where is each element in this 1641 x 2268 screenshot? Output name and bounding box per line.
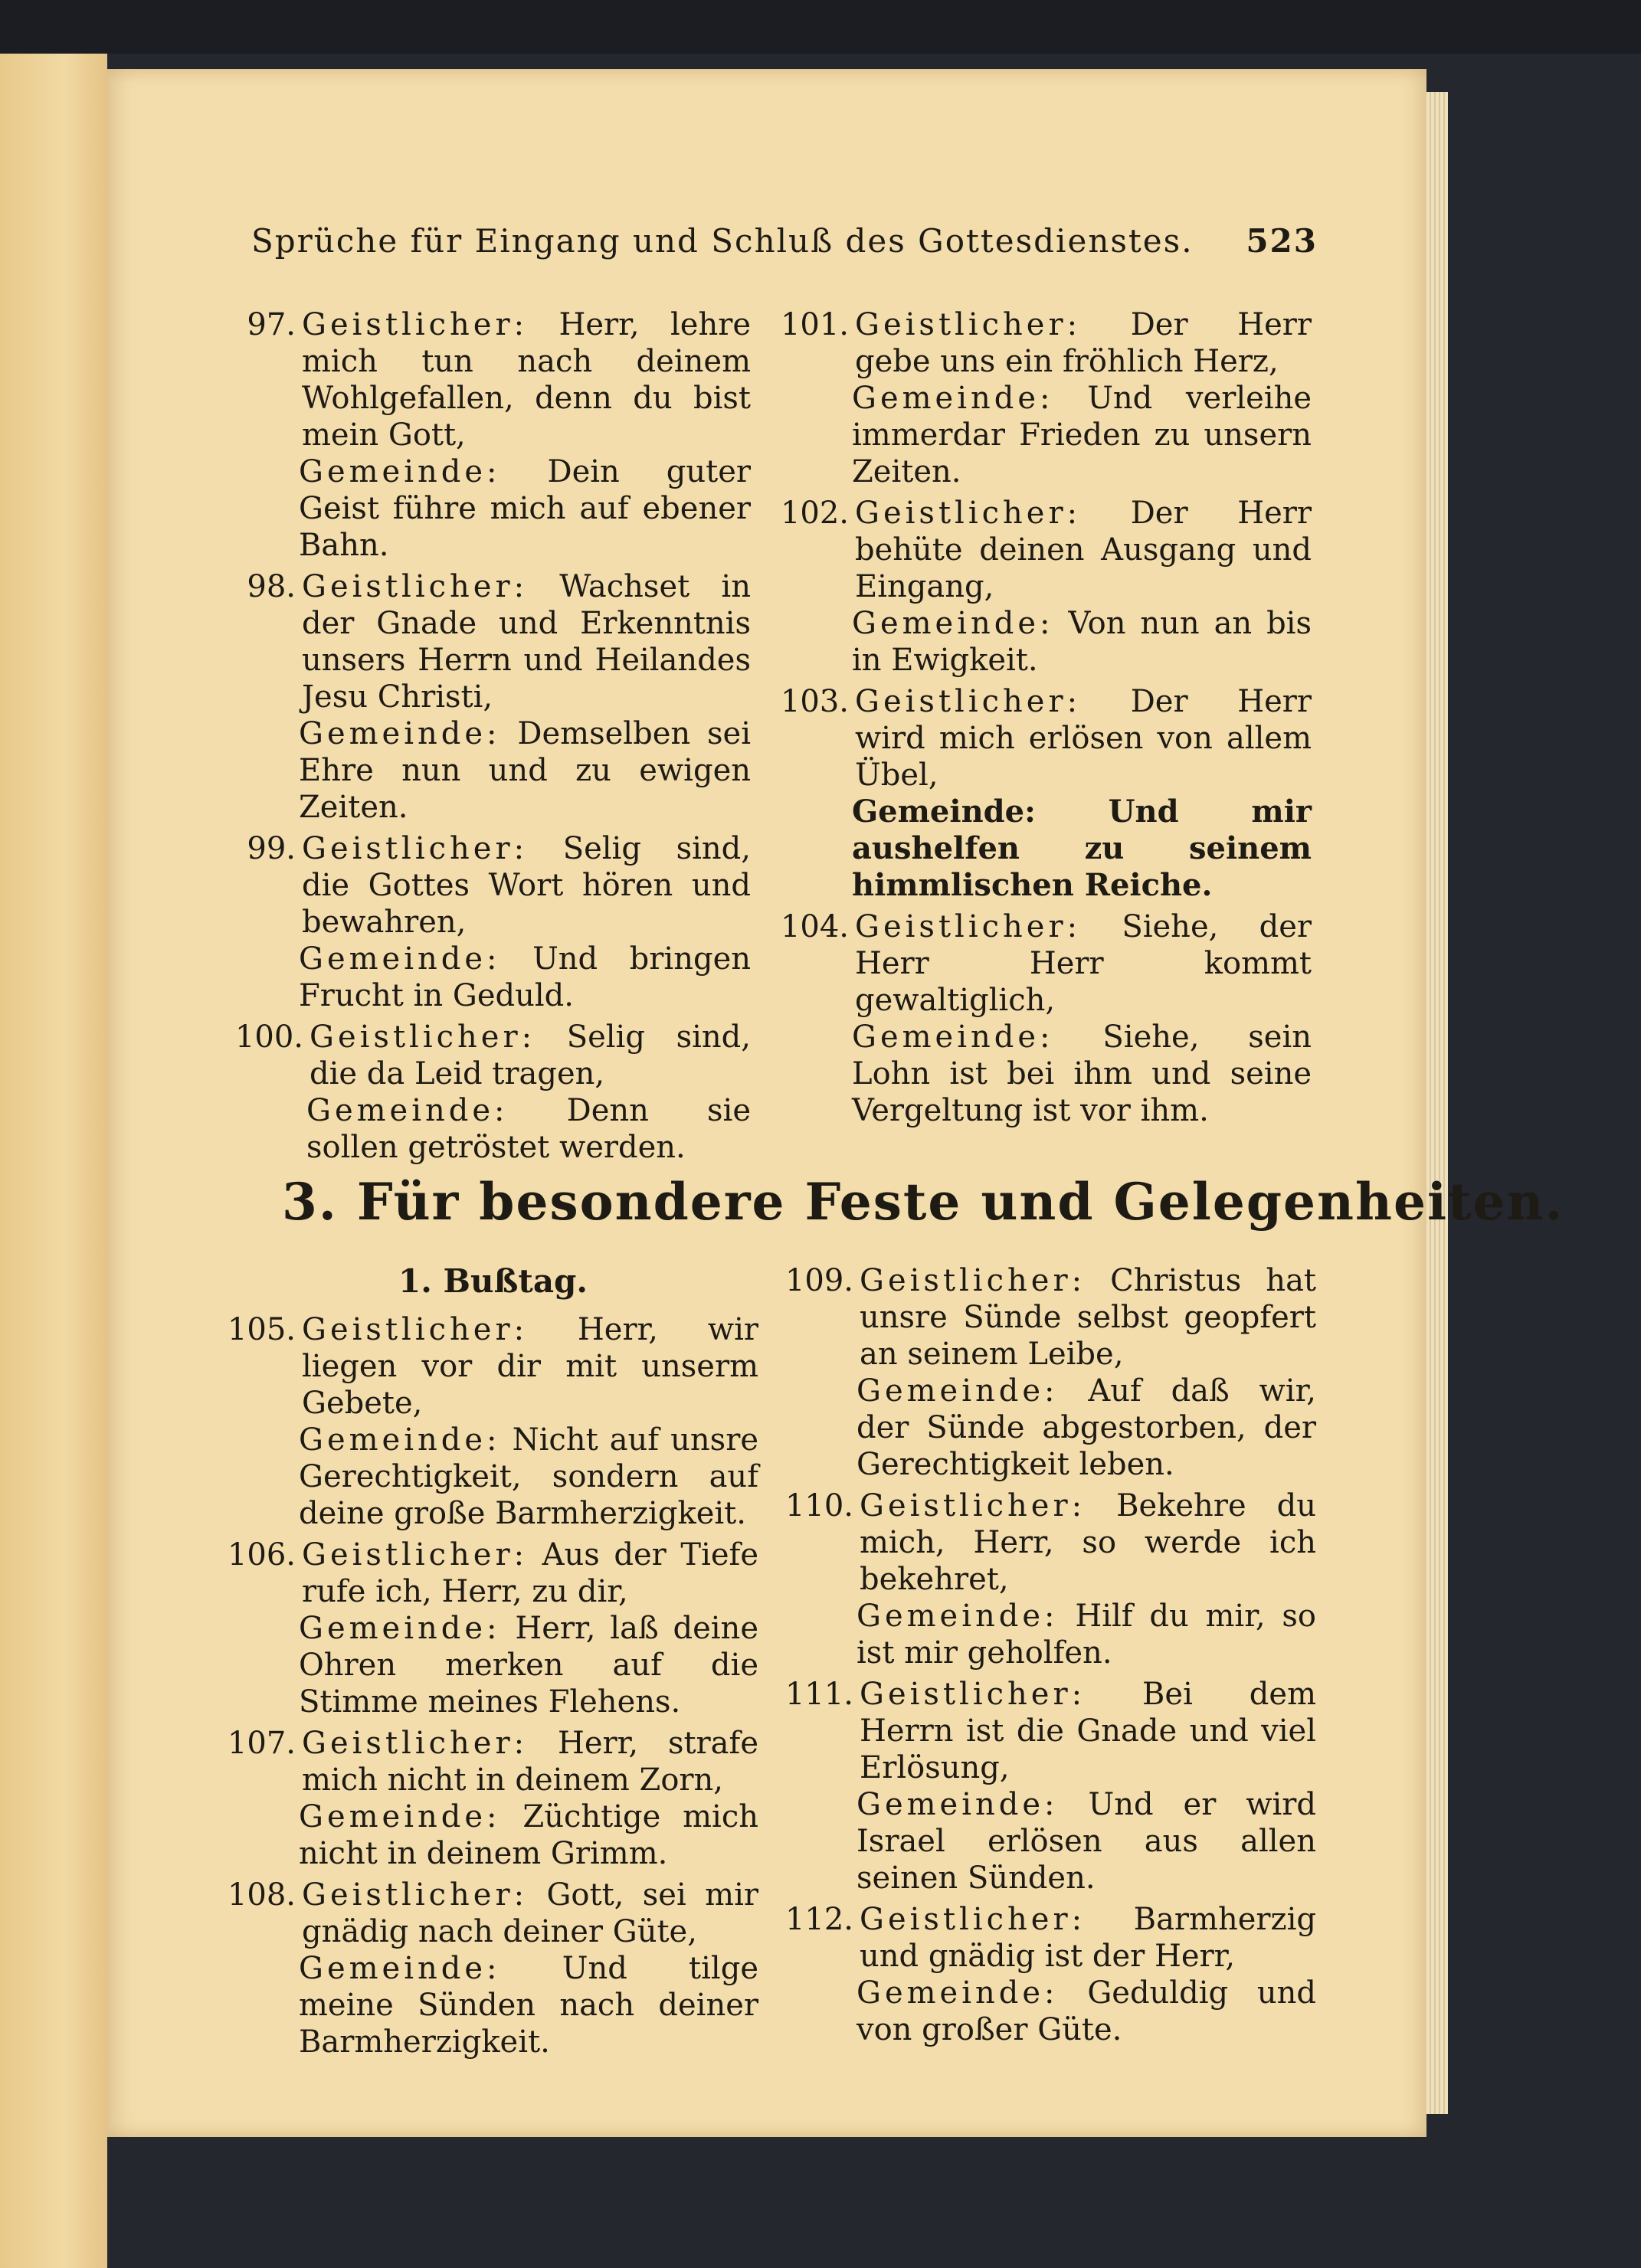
- running-title: Sprüche für Eingang und Schluß des Gottesdienstes.: [251, 222, 1194, 260]
- congregation-label: Gemeinde:: [299, 941, 501, 977]
- response-text: Nicht auf unsre Gerechtigkeit, sondern auf deine große Barmherzigkeit.: [299, 1422, 759, 1531]
- verse-entry: [230, 830, 751, 1014]
- congregation-label: Gemeinde:: [857, 1975, 1059, 2011]
- verse-number: 99.: [247, 831, 296, 866]
- facing-page-edge: [0, 54, 107, 2268]
- verse-entry: [780, 1901, 1316, 2048]
- column-top-left: [230, 306, 751, 1170]
- verse-number: 100.: [234, 1019, 303, 1055]
- response-text: Von nun an bis in Ewigkeit.: [852, 606, 1312, 678]
- verse-text: Herr, lehre mich tun nach deinem Wohlgefallen, denn du bist mein Gott,: [302, 307, 751, 453]
- verse-number: 112.: [784, 1902, 853, 1937]
- verse-number: 106.: [227, 1537, 296, 1573]
- congregation-label: Gemeinde:: [857, 1787, 1059, 1822]
- column-bottom-left: [222, 1311, 758, 2065]
- speaker-label: Geistlicher:: [855, 496, 1082, 531]
- speaker-label: Geistlicher:: [860, 1902, 1086, 1937]
- response-text: Und mir aushelfen zu seinem himmlischen Reiche.: [852, 794, 1312, 903]
- verse-text: Gott, sei mir gnädig nach deiner Güte,: [302, 1877, 758, 1949]
- speaker-label: Geistlicher:: [860, 1263, 1086, 1298]
- response-text: Geduldig und von großer Güte.: [857, 1975, 1316, 2047]
- speaker-label: Geistlicher:: [860, 1488, 1086, 1523]
- congregation-label: Gemeinde:: [852, 794, 1036, 830]
- response-text: Siehe, sein Lohn ist bei ihm und seine Vergeltung ist vor ihm.: [852, 1019, 1312, 1128]
- verse-text: Herr, wir liegen vor dir mit unserm Gebete,: [302, 1312, 758, 1421]
- speaker-label: Geistlicher:: [302, 307, 529, 342]
- speaker-label: Geistlicher:: [855, 684, 1082, 719]
- verse-text: Herr, strafe mich nicht in deinem Zorn,: [302, 1726, 758, 1798]
- verse-entry: [222, 1311, 758, 1532]
- verse-text: Selig sind, die da Leid tragen,: [310, 1019, 751, 1091]
- congregation-label: Gemeinde:: [852, 381, 1054, 416]
- verse-entry: [780, 1487, 1316, 1671]
- verse-entry: [775, 908, 1312, 1129]
- response-text: Herr, laß deine Ohren merken auf die Stimme meines Flehens.: [299, 1611, 758, 1720]
- congregation-label: Gemeinde:: [852, 606, 1054, 641]
- speaker-label: Geistlicher:: [855, 909, 1082, 944]
- verse-number: 105.: [227, 1312, 296, 1347]
- verse-number: 98.: [247, 569, 296, 604]
- verse-number: 103.: [780, 684, 849, 719]
- speaker-label: Geistlicher:: [855, 307, 1082, 342]
- response-text: Demselben sei Ehre nun und zu ewigen Zeiten.: [299, 716, 751, 825]
- congregation-label: Gemeinde:: [299, 1951, 501, 1986]
- verse-text: Siehe, der Herr Herr kommt gewaltiglich,: [855, 909, 1312, 1018]
- verse-number: 109.: [784, 1263, 853, 1298]
- verse-entry: [775, 683, 1312, 904]
- congregation-label: Gemeinde:: [299, 1422, 501, 1458]
- verse-text: Bekehre du mich, Herr, so werde ich bekehret,: [860, 1488, 1316, 1597]
- verse-text: Der Herr wird mich erlösen von allem Übel,: [855, 684, 1312, 793]
- congregation-label: Gemeinde:: [306, 1093, 509, 1128]
- response-text: Und verleihe immerdar Frieden zu unsern Zeiten.: [852, 381, 1312, 489]
- congregation-label: Gemeinde:: [857, 1373, 1059, 1409]
- response-text: Dein guter Geist führe mich auf ebener Bahn.: [299, 454, 752, 563]
- congregation-label: Gemeinde:: [857, 1599, 1059, 1634]
- verse-number: 111.: [784, 1677, 853, 1712]
- response-text: Auf daß wir, der Sünde abgestorben, der Gerechtigkeit leben.: [857, 1373, 1317, 1482]
- speaker-label: Geistlicher:: [302, 1312, 529, 1347]
- verse-text: Der Herr gebe uns ein fröhlich Herz,: [855, 307, 1312, 379]
- response-text: Hilf du mir, so ist mir geholfen.: [857, 1599, 1316, 1671]
- column-bottom-right: [780, 1262, 1316, 2053]
- section-title: 3. Für besondere Feste und Gelegenheiten.: [282, 1172, 1564, 1232]
- verse-entry: [230, 306, 751, 564]
- congregation-label: Gemeinde:: [299, 716, 501, 751]
- response-text: Und er wird Israel erlösen aus allen seinen Sünden.: [857, 1787, 1317, 1896]
- verse-entry: [222, 1877, 758, 2060]
- page-number: 523: [1246, 222, 1318, 260]
- verse-entry: [780, 1676, 1316, 1897]
- speaker-label: Geistlicher:: [310, 1019, 536, 1055]
- verse-entry: [230, 568, 751, 826]
- verse-text: Wachset in der Gnade und Erkenntnis unsers Herrn und Heilandes Jesu Christi,: [302, 569, 751, 715]
- speaker-label: Geistlicher:: [860, 1677, 1086, 1712]
- response-text: Denn sie sollen getröstet werden.: [306, 1093, 751, 1165]
- verse-number: 102.: [780, 496, 849, 531]
- speaker-label: Geistlicher:: [302, 1537, 529, 1573]
- response-text: Züchtige mich nicht in deinem Grimm.: [299, 1799, 759, 1871]
- verse-text: Christus hat unsre Sünde selbst geopfert an seinem Leibe,: [860, 1263, 1316, 1372]
- verse-entry: [222, 1725, 758, 1872]
- verse-number: 110.: [784, 1488, 853, 1523]
- page-stack-edge: [1426, 92, 1448, 2114]
- column-top-right: [775, 306, 1312, 1134]
- speaker-label: Geistlicher:: [302, 1877, 529, 1913]
- verse-text: Der Herr behüte deinen Ausgang und Eingang,: [855, 496, 1312, 604]
- verse-text: Bei dem Herrn ist die Gnade und viel Erlösung,: [860, 1677, 1317, 1785]
- speaker-label: Geistlicher:: [302, 831, 529, 866]
- running-header: [138, 222, 1318, 268]
- congregation-label: Gemeinde:: [299, 1799, 501, 1834]
- verse-number: 101.: [780, 307, 849, 342]
- verse-number: 107.: [227, 1726, 296, 1761]
- congregation-label: Gemeinde:: [852, 1019, 1054, 1055]
- verse-entry: [780, 1262, 1316, 1483]
- subsection-heading: 1. Bußtag.: [398, 1262, 588, 1300]
- verse-entry: [775, 495, 1312, 679]
- speaker-label: Geistlicher:: [302, 1726, 529, 1761]
- verse-text: Selig sind, die Gottes Wort hören und bewahren,: [302, 831, 751, 940]
- verse-entry: [230, 1019, 751, 1166]
- response-text: Und bringen Frucht in Geduld.: [299, 941, 751, 1013]
- verse-number: 97.: [247, 307, 296, 342]
- verse-number: 104.: [780, 909, 849, 944]
- verse-text: Barmherzig und gnädig ist der Herr,: [860, 1902, 1316, 1974]
- verse-entry: [222, 1537, 758, 1720]
- congregation-label: Gemeinde:: [299, 454, 501, 489]
- response-text: Und tilge meine Sünden nach deiner Barmherzigkeit.: [299, 1951, 758, 2060]
- speaker-label: Geistlicher:: [302, 569, 529, 604]
- verse-number: 108.: [227, 1877, 296, 1913]
- verse-text: Aus der Tiefe rufe ich, Herr, zu dir,: [302, 1537, 759, 1609]
- verse-entry: [775, 306, 1312, 490]
- congregation-label: Gemeinde:: [299, 1611, 501, 1646]
